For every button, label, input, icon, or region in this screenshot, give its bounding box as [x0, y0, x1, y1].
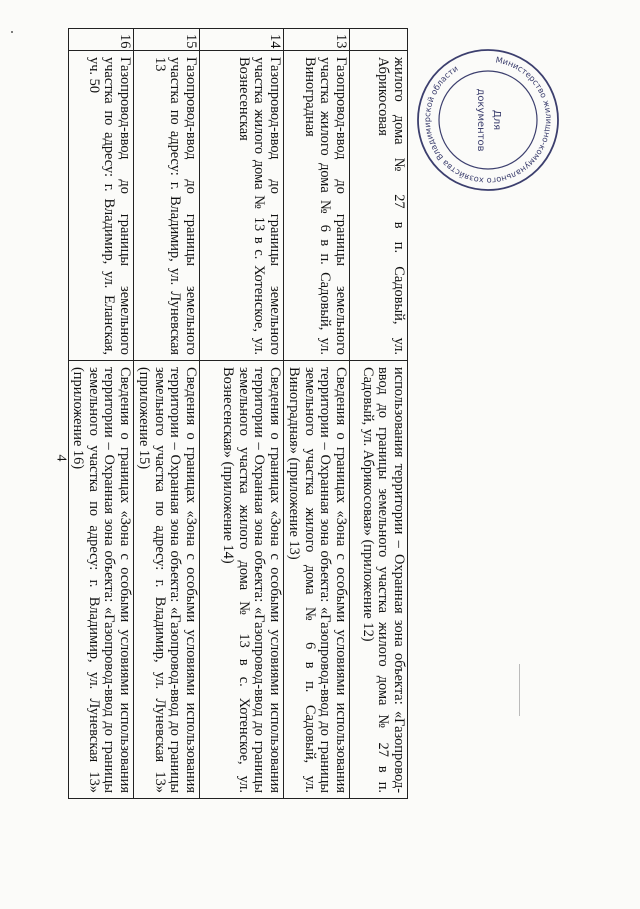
object-description: Сведения о границах «Зона с особыми условиями использования территории – Охранная зона объекта: «Газопровод-ввод до границы земельного участка по адресу: г. Владимир, ул. Луневская 13» (приложение 16) [68, 361, 133, 799]
scan-speck [11, 31, 13, 33]
stamp-graphic [414, 46, 562, 194]
table-row [350, 29, 408, 799]
row-number: 14 [200, 29, 284, 51]
stamp-ring-text: Министерство жилищно-коммунального хозяйства Владимирской области [421, 54, 555, 187]
object-name: Газопровод-ввод до границы земельного участка по адресу: г. Владимир, ул. Луневская 13 [134, 51, 200, 361]
rotated-page [70, 28, 408, 798]
table-row [200, 29, 284, 799]
row-number [350, 29, 408, 51]
object-name: Газопровод-ввод до границы земельного участка жилого дома № 6 в п. Садовый, ул. Виноградная [284, 51, 350, 361]
stamp-center-line1: Для [491, 109, 502, 131]
official-stamp [414, 46, 562, 194]
row-number: 13 [284, 29, 350, 51]
stamp-inner-ring [439, 71, 537, 169]
row-number: 16 [68, 29, 133, 51]
object-name: Газопровод-ввод до границы земельного участка жилого дома № 13 в с. Хотенское, ул. Вознесенская [200, 51, 284, 361]
objects-table [68, 28, 408, 799]
page-number: 4 [53, 454, 69, 462]
object-name: жилого дома № 27 в п. Садовый, ул. Абрикосовая [350, 51, 408, 361]
scan-artifact-line [519, 664, 520, 716]
object-description: Сведения о границах «Зона с особыми условиями использования территории – Охранная зона объекта: «Газопровод-ввод до границы земельного участка жилого дома № 13 в с. Хотенское, ул. Вознесенская» (приложение 14) [200, 361, 284, 799]
table-row [284, 29, 350, 799]
row-number: 15 [134, 29, 200, 51]
object-name: Газопровод-ввод до границы земельного участка по адресу: г. Владимир, ул. Еланская, уч. 50 [68, 51, 133, 361]
object-description: использования территории – Охранная зона объекта: «Газопровод-ввод до границы земельного участка жилого дома № 27 в п. Садовый, ул. Абрикосовая» (приложение 12) [350, 361, 408, 799]
object-description: Сведения о границах «Зона с особыми условиями использования территории – Охранная зона объекта: «Газопровод-ввод до границы земельного участка жилого дома № 6 в п. Садовый, ул. Виноградная» (приложение 13) [284, 361, 350, 799]
table-row [134, 29, 200, 799]
object-description: Сведения о границах «Зона с особыми условиями использования территории – Охранная зона объекта: «Газопровод-ввод до границы земельного участка по адресу: г. Владимир, ул. Луневская 13» (приложение 15) [134, 361, 200, 799]
stamp-center-line2: документов [475, 88, 486, 152]
table-row [68, 29, 133, 799]
